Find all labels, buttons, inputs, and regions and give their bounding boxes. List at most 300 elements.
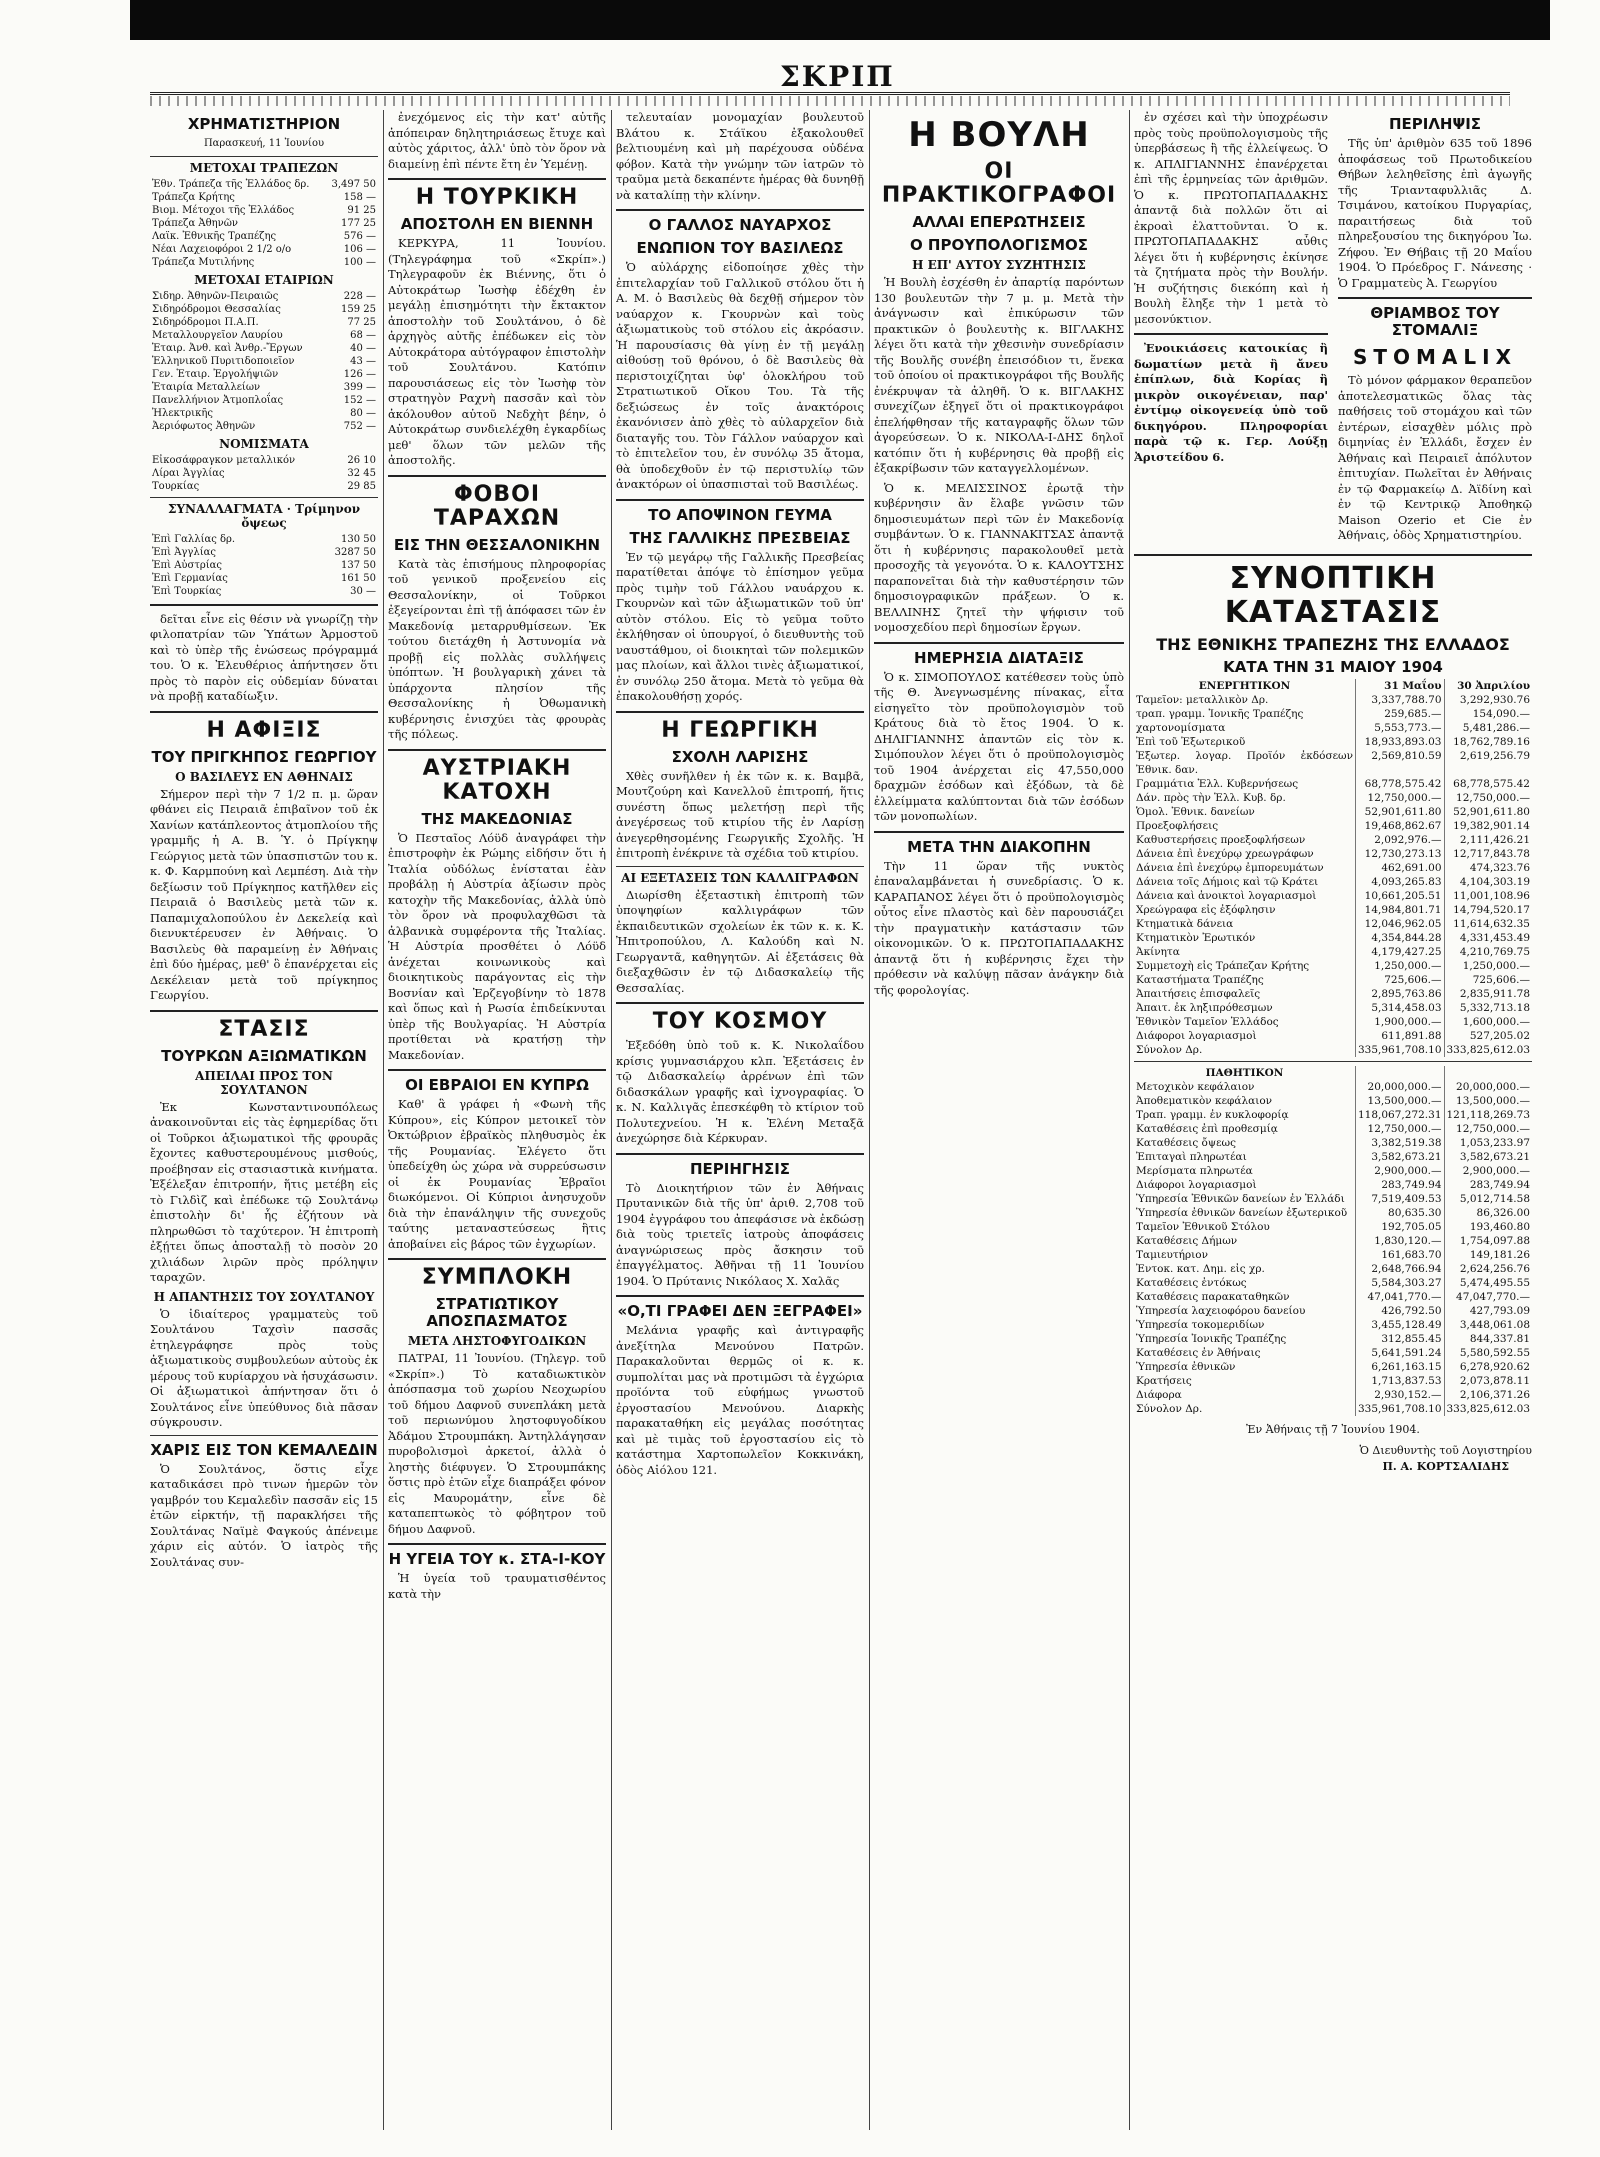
subhead: ΤΗΣ ΕΘΝΙΚΗΣ ΤΡΑΠΕΖΗΣ ΤΗΣ ΕΛΛΑΔΟΣ bbox=[1156, 634, 1510, 654]
subhead: ΟΙ ΠΡΑΚΤΙΚΟΓΡΑΦΟΙ bbox=[881, 159, 1117, 208]
print-noise bbox=[150, 96, 1510, 106]
ledger-row bbox=[1134, 1262, 1532, 1276]
headline-xaris: ΧΑΡΙΣ ΕΙΣ ΤΟΝ ΚΕΜΑΛΕΔΙΝ bbox=[150, 1440, 378, 1459]
headline-fovoi: ΦΟΒΟΙ ΤΑΡΑΧΩΝ bbox=[433, 481, 561, 531]
row-value: 68 — bbox=[350, 329, 376, 341]
column-header: 30 Ἀπριλίου bbox=[1444, 679, 1532, 693]
table-row bbox=[150, 290, 378, 303]
row-value: 20,000,000.— bbox=[1444, 1080, 1532, 1094]
column-rule bbox=[869, 110, 870, 2130]
article-text: Χθὲς συνῆλθεν ἡ ἐκ τῶν κ. κ. Βαμβᾶ, Μουτζούρη καὶ Κανελλοῦ ἐπιτροπή, ἥτις συνέστη ὅπως μελετήσῃ περὶ τῆς ἀνεγέρσεως τοῦ κτιρίου τῆς ἐν Λαρίσῃ ἀνεγερθησομένης Γεωργικῆς Σχολῆς. Ἡ ἐπιτροπὴ ἐνέκρινε τὰ σχέδια τοῦ κτιρίου. bbox=[616, 768, 864, 860]
column-rule bbox=[611, 110, 612, 2130]
table-row bbox=[150, 480, 378, 493]
row-label: Ὑπηρεσία Ἐθνικῶν δανείων ἐν Ἑλλάδι bbox=[1136, 1192, 1345, 1205]
ledger-row bbox=[1134, 945, 1532, 959]
row-label: Σύνολον Δρ. bbox=[1136, 1043, 1203, 1056]
row-value: 611,891.88 bbox=[1356, 1029, 1445, 1043]
ledger-row bbox=[1134, 1001, 1532, 1015]
ledger-row bbox=[1134, 1276, 1532, 1290]
row-label: Ἐθν. Τράπεζα τῆς Ἑλλάδος δρ. bbox=[152, 178, 310, 190]
statement-date: ΚΑΤΑ ΤΗΝ 31 ΜΑΙΟΥ 1904 bbox=[1223, 657, 1443, 676]
row-label: Ἐπὶ Γαλλίας δρ. bbox=[152, 533, 236, 545]
row-label: Ἐθνικὸν Ταμεῖον Ἑλλάδος bbox=[1136, 1015, 1279, 1028]
ledger-row bbox=[1134, 1206, 1532, 1220]
row-value: 152 — bbox=[343, 394, 376, 406]
headline-periegesis: ΠΕΡΙΗΓΗΣΙΣ bbox=[689, 1159, 791, 1178]
table-row bbox=[150, 191, 378, 204]
row-label: Μερίσματα πληρωτέα bbox=[1136, 1164, 1253, 1177]
row-label: Προεξοφλήσεις bbox=[1136, 819, 1219, 832]
ledger-row bbox=[1134, 847, 1532, 861]
headline-synoptiki: ΣΥΝΟΠΤΙΚΗ ΚΑΤΑΣΤΑΣΙΣ bbox=[1224, 560, 1442, 630]
row-label: Δάνεια ἐπὶ ἐνεχύρῳ ἐμπορευμάτων bbox=[1136, 861, 1324, 874]
row-value: 4,179,427.25 bbox=[1356, 945, 1445, 959]
row-label: Διάφοροι λογαριασμοὶ bbox=[1136, 1178, 1257, 1191]
row-value: 1,250,000.— bbox=[1444, 959, 1532, 973]
ledger-row bbox=[1134, 861, 1532, 875]
footer-name: Π. Α. ΚΟΡΤΣΑΛΙΔΗΣ bbox=[1382, 1459, 1509, 1473]
row-value: 6,261,163.15 bbox=[1356, 1360, 1445, 1374]
row-value: 312,855.45 bbox=[1356, 1332, 1445, 1346]
row-value: 52,901,611.80 bbox=[1356, 805, 1445, 819]
row-value: 228 — bbox=[343, 290, 376, 302]
ledger-row bbox=[1134, 707, 1532, 721]
table-row bbox=[150, 420, 378, 433]
row-label: Ἠλεκτρικῆς bbox=[152, 407, 213, 419]
row-value: 2,624,256.76 bbox=[1444, 1262, 1532, 1276]
subhead: ΤΗΣ ΜΑΚΕΔΟΝΙΑΣ bbox=[421, 809, 573, 828]
row-value: 43 — bbox=[350, 355, 376, 367]
row-value: 5,012,714.58 bbox=[1444, 1192, 1532, 1206]
row-value: 844,337.81 bbox=[1444, 1332, 1532, 1346]
headline-austriaki: ΑΥΣΤΡΙΑΚΗ ΚΑΤΟΧΗ bbox=[422, 755, 572, 805]
article-text: Ἐξεδόθη ὑπὸ τοῦ κ. Κ. Νικολαΐδου κρίσις γυμνασιάρχου κλπ. Ἐξετάσεις ἐν τῷ Διδασκαλείῳ ἀρρένων ἐπὶ τῶν διδασκάλων γραφῆς καὶ ἰχνογραφίας. Ὁ κ. Ν. Καλλιγᾶς ἐπεσκέφθη τὸ κτίριον τοῦ Πολυτεχνείου. Ἡ κ. Ἑλένη Μεταξᾶ ἀνεχώρησε διὰ Κέρκυραν. bbox=[616, 1038, 864, 1145]
ledger-row bbox=[1134, 959, 1532, 973]
row-value: 13,500,000.— bbox=[1356, 1094, 1445, 1108]
fx-table bbox=[150, 533, 378, 598]
row-value: 11,614,632.35 bbox=[1444, 917, 1532, 931]
row-value: 80,635.30 bbox=[1356, 1206, 1445, 1220]
row-label: Σιδηρ. Ἀθηνῶν-Πειραιῶς bbox=[152, 290, 279, 302]
row-value: 154,090.— bbox=[1444, 707, 1532, 721]
masthead bbox=[150, 62, 1510, 95]
row-label: Ταμιευτήριον bbox=[1136, 1248, 1208, 1261]
row-value: 752 — bbox=[343, 420, 376, 432]
ledger-row bbox=[1134, 1332, 1532, 1346]
row-label: Λαϊκ. Ἐθνικῆς Τραπέζης bbox=[152, 230, 277, 242]
subhead: Η ΕΠ' ΑΥΤΟΥ ΣΥΖΗΤΗΣΙΣ bbox=[912, 258, 1086, 272]
headline-evraioi: ΟΙ ΕΒΡΑΙΟΙ ΕΝ ΚΥΠΡΩ bbox=[405, 1076, 589, 1094]
table-row bbox=[150, 546, 378, 559]
article-text: Ἐν τῷ μεγάρῳ τῆς Γαλλικῆς Πρεσβείας παρατίθεται ἀπόψε τὸ ἐπίσημον γεῦμα πρὸς τιμὴν τοῦ Γάλλου ναυάρχου κ. Γκουρνὼν καὶ τῶν ἀξιωματικῶν τοῦ ὑπ' αὐτὸν στόλου. Εἰς τὸ γεῦμα τοῦτο ἐκλήθησαν οἱ ὑπουργοί, ὁ διευθυντὴς τοῦ ναυστάθμου, οἱ διοικηταὶ τῶν πολεμικῶν μας πλοίων, καὶ ἄλλοι τινὲς ἀξιωματικοί, ἐν συνόλῳ 250 ἄτομα. Μετὰ τὸ γεῦμα θὰ ἐπακολουθήσῃ χορός. bbox=[616, 549, 864, 703]
column-rule bbox=[1129, 110, 1130, 2130]
brand-stomalix: STOMALIX bbox=[1352, 345, 1518, 369]
ledger-row bbox=[1134, 1318, 1532, 1332]
row-value: 3,337,788.70 bbox=[1356, 693, 1445, 707]
column-4 bbox=[874, 110, 1124, 2140]
article-text: Διωρίσθη ἐξεταστικὴ ἐπιτροπὴ τῶν ὑποψηφίων καλλιγράφων τῶν ἐκπαιδευτικῶν σχολείων ἐκ τῶν κ. κ. Κ. Ἠπιτροπούλου, Λ. Καλούδη καὶ Ν. Γεωργαντᾶ, καθηγητῶν. Αἱ ἐξετάσεις θὰ διεξαχθῶσιν ἐν τῷ Διδασκαλείῳ τῆς Θεσσαλίας. bbox=[616, 887, 864, 995]
table-row bbox=[150, 559, 378, 572]
table-row bbox=[150, 355, 378, 368]
row-value: 5,332,713.18 bbox=[1444, 1001, 1532, 1015]
ledger-row bbox=[1134, 1136, 1532, 1150]
row-value: 121,118,269.73 bbox=[1444, 1108, 1532, 1122]
row-value: 19,468,862.67 bbox=[1356, 819, 1445, 833]
row-label: Μετοχικὸν κεφάλαιον bbox=[1136, 1080, 1255, 1093]
row-value: 161,683.70 bbox=[1356, 1248, 1445, 1262]
subhead: ΤΟΥΡΚΩΝ ΑΞΙΩΜΑΤΙΚΩΝ bbox=[161, 1046, 367, 1065]
ledger-row bbox=[1134, 833, 1532, 847]
column-2 bbox=[388, 110, 606, 2140]
headline-ti-grafei: «Ο,ΤΙ ΓΡΑΦΕΙ ΔΕΝ ΞΕΓΡΑΦΕΙ» bbox=[617, 1302, 863, 1320]
row-label: Ἀπαιτήσεις ἐπισφαλεῖς bbox=[1136, 987, 1261, 1000]
row-value: 1,053,233.97 bbox=[1444, 1136, 1532, 1150]
liabilities-title: ΠΑΘΗΤΙΚΟΝ bbox=[1205, 1066, 1284, 1079]
row-label: Μεταλλουργεῖον Λαυρίου bbox=[152, 329, 283, 341]
advertisement-text: Ἐνοικιάσεις κατοικίας ἢ δωματίων μετὰ ἢ ἄνευ ἐπίπλων, διὰ Κορίας ἢ μικρὸν οικογένειαν, παρ' ἐντίμῳ οἰκογενείᾳ ὑπὸ τοῦ δικηγόρου. Πληροφορίαι παρὰ τῷ κ. Γερ. Λούξῃ Ἀριστείδου 6. bbox=[1134, 341, 1328, 464]
row-label: Διάφορα bbox=[1136, 1388, 1182, 1401]
row-label: Ἑλληνικοῦ Πυριτιδοποιεῖον bbox=[152, 355, 295, 367]
ledger-row bbox=[1134, 1108, 1532, 1122]
assets-title: ΕΝΕΡΓΗΤΙΚΟΝ bbox=[1198, 679, 1291, 692]
row-label: Ἐπὶ Αὐστρίας bbox=[152, 559, 223, 571]
subhead: ΑΠΟΣΤΟΛΗ ΕΝ ΒΙΕΝΝΗ bbox=[400, 215, 594, 233]
row-value: 5,641,591.24 bbox=[1356, 1346, 1445, 1360]
row-value: 2,900,000.— bbox=[1444, 1164, 1532, 1178]
subhead: ΜΕΤΑ ΛΗΣΤΟΦΥΓΟΔΙΚΩΝ bbox=[407, 1334, 587, 1348]
ledger-row bbox=[1134, 1290, 1532, 1304]
table-row bbox=[150, 342, 378, 355]
headline-thriamvos: ΘΡΙΑΜΒΟΣ ΤΟΥ ΣΤΟΜΑΛΙΞ bbox=[1370, 304, 1500, 339]
row-value: 2,092,976.— bbox=[1356, 833, 1445, 847]
article-text: Σήμερον περὶ τὴν 7 1/2 π. μ. ὥραν φθάνει εἰς Πειραιᾶ ἐπιβαῖνον τοῦ ἐκ Χανίων κατάπλεοντος ἀτμοπλοίου τῆς γραμμῆς ἡ Α. Β. Ὑ. ὁ Πρίγκηψ Γεώργιος μετὰ τῶν ὑπασπιστῶν του κ. κ. Φ. Καρμπούνη καὶ Λεμπέση. Διὰ τὴν δεξίωσιν τοῦ Πρίγκηπος κατῆλθεν εἰς Πειραιᾶ ὁ Βασιλεὺς μετὰ τῶν κ. Παπαμιχαλοπούλου ἐν Δεκελείᾳ καὶ διενυκτέρευσεν ἐν Ἀθήναις. Ὁ Βασιλεὺς θὰ παραμείνῃ ἐν Ἀθήναις ἐπὶ δύο ἡμέρας, μεθ' ὃ ἐπανέρχεται εἰς Δεκέλειαν μετὰ τοῦ πρίγκηπος Γεωργίου. bbox=[150, 786, 378, 1002]
row-label: Ὑπηρεσία ἐθνικῶν bbox=[1136, 1360, 1236, 1373]
row-value: 3,292,930.76 bbox=[1444, 693, 1532, 707]
row-value: 177 25 bbox=[341, 217, 376, 229]
row-value: 159 25 bbox=[341, 303, 376, 315]
exchange-date: Παρασκευή, 11 Ἰουνίου bbox=[203, 138, 325, 149]
row-value: 399 — bbox=[343, 381, 376, 393]
headline-tourkiki: Η ΤΟΥΡΚΙΚΗ bbox=[415, 185, 579, 210]
table-row bbox=[150, 303, 378, 316]
row-value: 161 50 bbox=[341, 572, 376, 584]
masthead-title: ΣΚΡΙΠ bbox=[780, 60, 895, 93]
coins-table bbox=[150, 454, 378, 493]
subhead: Ο ΒΑΣΙΛΕΥΣ ΕΝ ΑΘΗΝΑΙΣ bbox=[175, 769, 353, 784]
article-text: ΠΑΤΡΑΙ, 11 Ἰουνίου. (Τηλεγρ. τοῦ «Σκρίπ».) Τὸ καταδιωκτικὸν ἀπόσπασμα τοῦ χωρίου Νεοχωρίου τοῦ δήμου Δαφνοῦ συνεπλάκη μετὰ τοῦ περιωνύμου ληστοφυγοδίκου Ἀδάμου Στρουμπάκη. Ἀντηλλάγησαν πυροβολισμοὶ ἀρκετοί, ἀλλὰ ὁ ληστὴς διέφυγεν. Ὁ Στρουμπάκης ὅστις πρὸ ἐτῶν εἶχε διαπράξει φόνον εἰς Μαυρομάτην, εἶνε δὲ καταπεπτωκὸς τὸ φόβητρον τοῦ δήμου Δαφνοῦ. bbox=[388, 1351, 606, 1536]
row-value: 4,104,303.19 bbox=[1444, 875, 1532, 889]
row-label: Ἐπὶ τοῦ Ἐξωτερικοῦ bbox=[1136, 735, 1246, 748]
row-value: 12,750,000.— bbox=[1444, 791, 1532, 805]
ledger-row bbox=[1134, 1346, 1532, 1360]
row-value: 47,041,770.— bbox=[1356, 1290, 1445, 1304]
row-value: 149,181.26 bbox=[1444, 1248, 1532, 1262]
row-value: 52,901,611.80 bbox=[1444, 805, 1532, 819]
row-label: Ἐπὶ Ἀγγλίας bbox=[152, 546, 216, 558]
table-row bbox=[150, 217, 378, 230]
table-row bbox=[150, 407, 378, 420]
row-value: 2,835,911.78 bbox=[1444, 987, 1532, 1001]
row-label: Σύνολον Δρ. bbox=[1136, 1402, 1203, 1415]
row-value: 86,326.00 bbox=[1444, 1206, 1532, 1220]
row-value: 7,519,409.53 bbox=[1356, 1192, 1445, 1206]
row-value: 1,754,097.88 bbox=[1444, 1234, 1532, 1248]
row-label: Καθυστερήσεις προεξοφλήσεων bbox=[1136, 833, 1306, 846]
table-row bbox=[150, 316, 378, 329]
article-text: Καθ' ἃ γράφει ἡ «Φωνὴ τῆς Κύπρου», εἰς Κύπρον μετοικεῖ τὸν Ὀκτώβριον ἐβραϊκὸς πληθυσμὸς ἐκ τῆς Ρουμανίας. Ἐλέγετο ὅτι ὑπεδείχθη ὡς χώρα νὰ συρρεύσωσιν οἱ ἐκ Ρουμανίας Ἑβραῖοι διωκόμενοι. Οἱ Κύπριοι ἀνησυχοῦν διὰ τὴν ἐπανάληψιν τῆς συνεχοῦς ταύτης μεταναστεύσεως ἣτις ἀποβαίνει εἰς βάρος τῶν ἐγχωρίων. bbox=[388, 1097, 606, 1251]
row-value: 106 — bbox=[343, 243, 376, 255]
ledger-row bbox=[1134, 1080, 1532, 1094]
ledger-row bbox=[1134, 1192, 1532, 1206]
row-label: Καταθέσεις ἐπὶ προθεσμίᾳ bbox=[1136, 1122, 1278, 1135]
article-text: Τὴν 11 ὥραν τῆς νυκτὸς ἐπαναλαμβάνεται ἡ συνεδρίασις. Ὁ κ. ΚΑΡΑΠΑΝΟΣ λέγει ὅτι ὁ προϋπολογισμὸς οὗτος εἶνε πλαστὸς καὶ δὲν παρουσιάζει τὴν πραγματικὴν κατάστασιν τῶν οἰκονομικῶν. Ὁ κ. ΠΡΩΤΟΠΑΠΑΔΑΚΗΣ ἀπαντᾷ ὅτι ἡ κυβέρνησις ἔχει τὴν πρόθεσιν νὰ καλύψῃ πᾶσαν ἀνάγκην διὰ τῆς φορολογίας. bbox=[874, 858, 1124, 997]
row-label: τραπ. γραμμ. Ἰονικῆς Τραπέζης bbox=[1136, 707, 1304, 720]
row-label: Πανελλήνιον Ἀτμοπλοΐας bbox=[152, 394, 284, 406]
advertisement-text: Μελάνια γραφῆς καὶ ἀντιγραφῆς ἀνεξίτηλα Μενούνου Πατρῶν. Παρακαλοῦνται θερμῶς οἱ κ. κ. συμπολίται μας νὰ προτιμῶσι τὰ ἐγχώρια προϊόντα τοῦ εὐφήμως γνωστοῦ ἐργοστασίου Μενούνου. Διαρκὴς παρακαταθήκη εἰς μεγάλας ποσότητας καὶ μὲ τιμὰς τοῦ ἐργοστασίου εἰς τὸ κατάστημα Χαρτοπωλεῖον Κοκκινάκη, ὁδὸς Αἰόλου 121. bbox=[616, 1323, 864, 1477]
row-label: Καταθέσεις ὄψεως bbox=[1136, 1136, 1236, 1149]
table-row bbox=[150, 243, 378, 256]
row-value: 426,792.50 bbox=[1356, 1304, 1445, 1318]
row-value: 14,794,520.17 bbox=[1444, 903, 1532, 917]
subhead: ΑΛΛΑΙ ΕΠΕΡΩΤΗΣΕΙΣ bbox=[912, 213, 1086, 231]
row-value: 3287 50 bbox=[334, 546, 376, 558]
headline-ygeia: Η ΥΓΕΙΑ ΤΟΥ κ. ΣΤΑ-Ι-ΚΟΥ bbox=[388, 1550, 606, 1568]
ledger-row bbox=[1134, 777, 1532, 791]
row-label: Λίραι Ἀγγλίας bbox=[152, 467, 225, 479]
column-5 bbox=[1134, 110, 1532, 2140]
row-value: 14,984,801.71 bbox=[1356, 903, 1445, 917]
row-value: 126 — bbox=[343, 368, 376, 380]
row-label: Δάνεια τοῖς Δήμοις καὶ τῷ Κράτει bbox=[1136, 875, 1319, 888]
row-value: 18,762,789.16 bbox=[1444, 735, 1532, 749]
row-value: 333,825,612.03 bbox=[1444, 1402, 1532, 1416]
row-label: Ὑπηρεσία λαχειοφόρου δανείου bbox=[1136, 1304, 1306, 1317]
headline-perilipsis: ΠΕΡΙΛΗΨΙΣ bbox=[1388, 115, 1482, 133]
article-text: Ἐκ Κωνσταντινουπόλεως ἀνακοινοῦνται εἰς τὰς ἐφημερίδας ὅτι οἱ Τοῦρκοι ἀξιωματικοὶ τῆς φρουρᾶς ἔχοντες καθυστερουμένους μισθούς, προέβησαν εἰς στασιαστικὰ κινήματα. Ἐξέλεξαν ἐπιτροπήν, ἥτις μετέβη εἰς τὸ Γιλδὶζ καὶ ἐπέδωκε τῷ Σουλτάνῳ ἐπιστολὴν δι' ἧς ἐζήτουν νὰ πληρωθῶσι τὸ ταχύτερον. Ἡ ἐπιτροπὴ ἐξῄτει ὅπως ἀποσταλῇ τὸ ποσὸν 20 χιλιάδων λιρῶν πρὸς πρόληψιν ταραχῶν. bbox=[150, 1099, 378, 1284]
ledger-row bbox=[1134, 1094, 1532, 1108]
table-row bbox=[150, 368, 378, 381]
ledger-row bbox=[1134, 791, 1532, 805]
row-value: 12,730,273.13 bbox=[1356, 847, 1445, 861]
subhead: ΣΤΡΑΤΙΩΤΙΚΟΥ ΑΠΟΣΠΑΣΜΑΤΟΣ bbox=[426, 1295, 568, 1330]
subhead: Η ΑΠΑΝΤΗΣΙΣ ΤΟΥ ΣΟΥΛΤΑΝΟΥ bbox=[153, 1289, 375, 1304]
row-value: 3,448,061.08 bbox=[1444, 1318, 1532, 1332]
article-text: Τὸ Διοικητήριον τῶν ἐν Ἀθήναις Πρυτανικῶν διὰ τῆς ὑπ' ἀριθ. 2,708 τοῦ 1904 ἐγγράφου του ἀπεφάσισε νὰ ἐκδώσῃ διὰ τοὺς τριετεῖς ἰατροὺς ἀποφάσεις ἀναγνώρισεως πρὸς ἄσκησιν τοῦ ἐπαγγέλματος. Ἀθῆναι τῇ 11 Ἰουνίου 1904. Ὁ Πρύτανις Νικόλαος Χ. Χαλᾶς bbox=[616, 1180, 864, 1288]
row-label: Καταθέσεις ἐν Ἀθήναις bbox=[1136, 1346, 1261, 1359]
assets-table bbox=[1134, 679, 1532, 1057]
table-row bbox=[150, 256, 378, 269]
row-value: 2,111,426.21 bbox=[1444, 833, 1532, 847]
exchange-title: ΧΡΗΜΑΤΙΣΤΗΡΙΟΝ bbox=[187, 115, 341, 133]
row-label: χαρτονομίσματα bbox=[1136, 721, 1226, 734]
row-value: 19,382,901.14 bbox=[1444, 819, 1532, 833]
ledger-row bbox=[1134, 819, 1532, 833]
notice-text: Τῆς ὑπ' ἀριθμὸν 635 τοῦ 1896 ἀποφάσεως τοῦ Πρωτοδικείου Θήβων λεληθεῖσης ἐπὶ ἀγωγῆς τῆς Τριανταφυλλιᾶς Δ. Τσιμάνου, κατοίκου Πυργαρίας, παραιτήσεως διὰ τοῦ πληρεξουσίου της δικηγόρου Ἰω. Ζήφου. Ἐν Θήβαις τῇ 20 Μαΐου 1904. Ὁ Πρόεδρος Γ. Νάνεσης · Ὁ Γραμματεὺς Ἀ. Γεωργίου bbox=[1338, 136, 1532, 290]
subhead: ΑΠΕΙΛΑΙ ΠΡΟΣ ΤΟΝ ΣΟΥΛΤΑΝΟΝ bbox=[195, 1068, 333, 1097]
row-value: 5,580,592.55 bbox=[1444, 1346, 1532, 1360]
row-value: 259,685.— bbox=[1356, 707, 1445, 721]
ledger-row bbox=[1134, 1015, 1532, 1029]
column-1 bbox=[150, 110, 378, 2140]
row-label: Ἀκίνητα bbox=[1136, 945, 1180, 958]
row-value: 2,900,000.— bbox=[1356, 1164, 1445, 1178]
ledger-row bbox=[1134, 1388, 1532, 1402]
row-label: Δάν. πρὸς τὴν Ἑλλ. Κυβ. δρ. bbox=[1136, 791, 1286, 804]
subhead: ΕΝΩΠΙΟΝ ΤΟΥ ΒΑΣΙΛΕΩΣ bbox=[636, 239, 844, 257]
row-value: 18,933,893.03 bbox=[1356, 735, 1445, 749]
row-label: Ταμεῖον: μεταλλικὸν Δρ. bbox=[1136, 693, 1269, 706]
row-value: 30 — bbox=[350, 585, 376, 597]
row-value: 29 85 bbox=[347, 480, 376, 492]
row-label: Ἀεριόφωτος Ἀθηνῶν bbox=[152, 420, 256, 432]
headline-symplokh: ΣΥΜΠΛΟΚΗ bbox=[421, 1265, 573, 1290]
ledger-row bbox=[1134, 721, 1532, 735]
ledger-row bbox=[1134, 805, 1532, 819]
row-label: Εἰκοσάφραγκον μεταλλικόν bbox=[152, 454, 296, 466]
article-text: Ὁ κ. ΣΙΜΟΠΟΥΛΟΣ κατέθεσεν τοὺς ὑπὸ τῆς Θ. Ἀνεγνωσμένης πίνακας, εἶτα εἰσηγεῖτο τὸν προϋπολογισμὸν τοῦ Κράτους διὰ τὸ ἔτος 1904. Ὁ κ. ΔΗΛΙΓΙΑΝΝΗΣ ἀπαντῶν εἰς τὸν κ. Σιμόπουλον λέγει ὅτι ὁ προϋπολογισμὸς τοῦ 1904 ἀνέρχεται εἰς 47,550,000 δραχμῶν ἐσόδων καὶ ἐξόδων, τὰ δὲ ἐλλείμματα καλύπτονται διὰ τῶν ἐσόδων τῶν μονοπωλίων. bbox=[874, 669, 1124, 823]
ledger-row bbox=[1134, 889, 1532, 903]
ledger-row bbox=[1134, 749, 1532, 777]
article-text: ΚΕΡΚΥΡΑ, 11 Ἰουνίου. (Τηλεγράφημα τοῦ «Σκρίπ».) Τηλεγραφοῦν ἐκ Βιέννης, ὅτι ὁ Αὐτοκράτωρ Ἰωσὴφ ἐδέχθη ἐν μεγάλῃ ἐπισημότητι τὴν ἔκτακτον ἀποστολὴν τοῦ Σουλτάνου, ὁ δὲ ἀρχηγὸς αὐτῆς ἐπέδωκεν εἰς τὸν Αὐτοκράτορα αὐτόγραφον ἐπιστολὴν τοῦ Σουλτάνου. Κατόπιν παρουσιάσεως εἰς τὸν Ἰωσὴφ τὸν στρατηγὸν Ραχνὴ πασσᾶν καὶ τὸν ἀκόλουθον αὐτοῦ Νεδχὴτ βέην, ὁ Αὐτοκράτωρ συνδιελέχθη ἐγκαρδίως μεθ' ὅλων τῶν μελῶν τῆς ἀποστολῆς. bbox=[388, 236, 606, 467]
row-value: 1,600,000.— bbox=[1444, 1015, 1532, 1029]
row-label: Ἐντοκ. κατ. Δημ. εἰς χρ. bbox=[1136, 1262, 1265, 1275]
row-value: 462,691.00 bbox=[1356, 861, 1445, 875]
ledger-row bbox=[1134, 693, 1532, 707]
row-value: 12,750,000.— bbox=[1356, 1122, 1445, 1136]
ledger-row bbox=[1134, 1304, 1532, 1318]
row-label: Ταμεῖον Ἐθνικοῦ Στόλου bbox=[1136, 1220, 1270, 1233]
row-value: 725,606.— bbox=[1444, 973, 1532, 987]
row-value: 3,382,519.38 bbox=[1356, 1136, 1445, 1150]
article-text: ἐνεχόμενος εἰς τὴν κατ' αὐτῆς ἀπόπειραν δηλητηριάσεως ἔτυχε καὶ αὐτὸς χάριτος, ἀλλ' ὑπὸ τὸν ὅρον νὰ διαμείνῃ ἐπὶ πέντε ἔτη ἐν Ὑεμένῃ. bbox=[388, 110, 606, 171]
subhead: ΕΙΣ ΤΗΝ ΘΕΣΣΑΛΟΝΙΚΗΝ bbox=[393, 535, 601, 554]
row-label: Ἑταιρ. Ἀνθ. καὶ Ἀνθρ.-Ἔργων bbox=[152, 342, 303, 354]
row-label: Καταθέσεις παρακαταθηκῶν bbox=[1136, 1290, 1290, 1303]
column-header: 31 Μαΐου bbox=[1356, 679, 1445, 693]
ledger-row bbox=[1134, 917, 1532, 931]
headline-afixis: Η ΑΦΙΞΙΣ bbox=[206, 717, 322, 743]
row-value: 2,106,371.26 bbox=[1444, 1388, 1532, 1402]
table-row bbox=[150, 230, 378, 243]
row-label: Ἐξωτερ. λογαρ. Προϊόν ἐκδόσεων Ἐθνικ. δαν. bbox=[1136, 749, 1353, 776]
row-label: Ἐπὶ Γερμανίας bbox=[152, 572, 228, 584]
row-value: 193,460.80 bbox=[1444, 1220, 1532, 1234]
row-value: 158 — bbox=[343, 191, 376, 203]
table-row bbox=[150, 204, 378, 217]
table-row bbox=[150, 533, 378, 546]
table-row bbox=[150, 467, 378, 480]
headline-imerisia: ΗΜΕΡΗΣΙΑ ΔΙΑΤΑΞΙΣ bbox=[914, 648, 1084, 667]
article-text: Κατὰ τὰς ἐπισήμους πληροφορίας τοῦ γενικοῦ προξενείου εἰς Θεσσαλονίκην, οἱ Τοῦρκοι ἐξεγείρονται ἐπὶ τῇ ἀπόφασει τῶν ἐν Μακεδονίᾳ μεταρρυθμίσεων. Ἐκ τούτου διετάχθη ἡ Ἀστυνομία νὰ προβῇ εἰς πολλὰς συλλήψεις ὑπόπτων. Ἡ βουλγαρικὴ χάνει τὰ ὑπάρχοντα πλησίον τῆς Θεσσαλονίκης ἡ Ὀθωμανικὴ κυβέρνησις ἐνισχύει τὰς φρουρὰς τῆς πόλεως. bbox=[388, 556, 606, 741]
row-label: Νέαι Λαχειοφόροι 2 1/2 ο/ο bbox=[152, 243, 292, 255]
row-value: 1,830,120.— bbox=[1356, 1234, 1445, 1248]
row-value: 4,210,769.75 bbox=[1444, 945, 1532, 959]
headline-exetaseis: ΑΙ ΕΞΕΤΑΣΕΙΣ ΤΩΝ ΚΑΛΛΙΓΡΑΦΩΝ bbox=[621, 870, 859, 885]
article-text: Ὁ ἰδιαίτερος γραμματεὺς τοῦ Σουλτάνου Ταχσὶν πασσᾶς ἐτηλεγράφησε πρὸς τοὺς ἀξιωματικοὺς συμβουλεύων αὐτοὺς ἐκ μέρους τοῦ κυρίαρχου νὰ ἡσυχάσωσιν. Οἱ ἀξιωματικοὶ ἀπήντησαν ὅτι ὁ Σουλτάνος εἶνε ὑπεύθυνος διὰ πᾶσαν σύγκρουσιν. bbox=[150, 1306, 378, 1429]
row-value: 335,961,708.10 bbox=[1356, 1402, 1445, 1416]
ledger-row bbox=[1134, 1374, 1532, 1388]
table-row bbox=[150, 178, 378, 191]
row-label: Γραμμάτια Ἑλλ. Κυβερνήσεως bbox=[1136, 777, 1299, 790]
ledger-row bbox=[1134, 987, 1532, 1001]
row-value: 2,569,810.59 bbox=[1356, 749, 1445, 777]
row-label: Κτηματικὰ δάνεια bbox=[1136, 917, 1234, 930]
article-text: τελευταίαν μονομαχίαν βουλευτοῦ Βλάτου κ. Στάϊκου ἐξακολουθεῖ βελτιουμένη καὶ μὴ παρέχουσα οὐδένα φόβον. Κατὰ τὴν γνώμην τῶν ἰατρῶν τὸ τραῦμα μετὰ δεκαπέντε ἡμέρας θὰ δυνηθῇ νὰ καταλίπῃ τὴν κλίνην. bbox=[616, 110, 864, 202]
ledger-row bbox=[1134, 1248, 1532, 1262]
subhead: ΤΗΣ ΓΑΛΛΙΚΗΣ ΠΡΕΣΒΕΙΑΣ bbox=[629, 528, 851, 547]
row-label: Ἀπαιτ. ἐκ ληξιπρόθεσμων bbox=[1136, 1001, 1273, 1014]
companies-title: ΜΕΤΟΧΑΙ ΕΤΑΙΡΙΩΝ bbox=[194, 272, 334, 287]
column-rule bbox=[383, 110, 384, 2130]
row-value: 4,093,265.83 bbox=[1356, 875, 1445, 889]
row-value: 576 — bbox=[343, 230, 376, 242]
row-value: 12,750,000.— bbox=[1356, 791, 1445, 805]
subhead: ΤΟΥ ΠΡΙΓΚΗΠΟΣ ΓΕΩΡΓΙΟΥ bbox=[151, 747, 377, 766]
signature-block bbox=[1134, 1443, 1532, 1474]
row-value: 725,606.— bbox=[1356, 973, 1445, 987]
row-value: 3,582,673.21 bbox=[1444, 1150, 1532, 1164]
ledger-row bbox=[1134, 1234, 1532, 1248]
article-text: Ὁ Πεσταῖος Λόϋδ ἀναγράφει τὴν ἐπιστροφὴν ἐκ Ρώμης εἰδήσιν ὅτι ἡ Ἰταλία οὐδόλως ἐνίσταται ἐὰν προβάλῃ ἡ Αὐστρία ἀξίωσιν πρὸς κατοχὴν τῆς Μακεδονίας, ἀλλὰ ὑπὸ τὸν ὅρον νὰ προφυλαχθῶσι τὰ ἀλβανικὰ συμφέροντα τῆς Ἰταλίας. Ἡ Αὐστρία προσθέτει ὁ Λόϋδ ἀνέχεται κοινωνικοὺς καὶ διοικητικοὺς παράγοντας εἰς τὴν Βοσνίαν καὶ Ἐρζεγοβίνην τὸ 1878 καὶ ὅπως καὶ ἡ Ρωσία ἐπιδείκνυται ὑπὲρ τῆς Βουλγαρίας. Ἡ Αὐστρία προτίθεται νὰ κρατήσῃ τὴν Μακεδονίαν. bbox=[388, 830, 606, 1062]
table-row bbox=[150, 585, 378, 598]
row-label: Ὑπηρεσία τοκομεριδίων bbox=[1136, 1318, 1265, 1331]
ledger-row bbox=[1134, 1360, 1532, 1374]
row-value: 11,001,108.96 bbox=[1444, 889, 1532, 903]
scan-top-band bbox=[130, 0, 1550, 40]
row-label: Κτηματικὸν Ἐρωτικόν bbox=[1136, 931, 1256, 944]
row-value: 1,250,000.— bbox=[1356, 959, 1445, 973]
row-value: 3,497 50 bbox=[331, 178, 376, 190]
ledger-row bbox=[1134, 1122, 1532, 1136]
row-value: 77 25 bbox=[347, 316, 376, 328]
ledger-row bbox=[1134, 1029, 1532, 1043]
row-value: 32 45 bbox=[347, 467, 376, 479]
row-value: 91 25 bbox=[347, 204, 376, 216]
row-label: Ὑπηρεσία ἐθνικῶν δανείων ἐξωτερικοῦ bbox=[1136, 1206, 1348, 1219]
row-label: Γεν. Ἑταιρ. Ἐργολήψιῶν bbox=[152, 368, 279, 380]
row-value: 20,000,000.— bbox=[1356, 1080, 1445, 1094]
row-value: 1,713,837.53 bbox=[1356, 1374, 1445, 1388]
row-label: Τραπ. γραμμ. ἐν κυκλοφορίᾳ bbox=[1136, 1108, 1289, 1121]
row-label: Ἐπιταγαὶ πληρωτέαι bbox=[1136, 1150, 1247, 1163]
headline-kosmou: ΤΟΥ ΚΟΣΜΟΥ bbox=[652, 1009, 828, 1034]
ledger-row bbox=[1134, 1164, 1532, 1178]
headline-georgiki: Η ΓΕΩΡΓΙΚΗ bbox=[661, 717, 819, 743]
row-value: 68,778,575.42 bbox=[1356, 777, 1445, 791]
row-value: 2,930,152.— bbox=[1356, 1388, 1445, 1402]
article-text: Ἡ ὑγεία τοῦ τραυματισθέντος κατὰ τὴν bbox=[388, 1571, 606, 1601]
row-label: Σιδηρόδρομοι Θεσσαλίας bbox=[152, 303, 281, 315]
coins-title: ΝΟΜΙΣΜΑΤΑ bbox=[219, 436, 309, 451]
row-value: 100 — bbox=[343, 256, 376, 268]
row-value: 5,314,458.03 bbox=[1356, 1001, 1445, 1015]
row-value: 130 50 bbox=[341, 533, 376, 545]
headline-apopsino: ΤΟ ΑΠΟΨΙΝΟΝ ΓΕΥΜΑ bbox=[648, 505, 832, 524]
table-row bbox=[150, 572, 378, 585]
table-row bbox=[150, 394, 378, 407]
row-value: 2,619,256.79 bbox=[1444, 749, 1532, 777]
row-label: Συμμετοχὴ εἰς Τράπεζαν Κρήτης bbox=[1136, 959, 1310, 972]
row-value: 47,047,770.— bbox=[1444, 1290, 1532, 1304]
ledger-row bbox=[1134, 1178, 1532, 1192]
footer-date: Ἐν Ἀθήναις τῇ 7 Ἰουνίου 1904. bbox=[1246, 1422, 1420, 1436]
row-value: 283,749.94 bbox=[1444, 1178, 1532, 1192]
fx-title: ΣΥΝΑΛΛΑΓΜΑΤΑ · Τρίμηνον ὄψεως bbox=[167, 501, 361, 530]
ledger-row bbox=[1134, 735, 1532, 749]
article-text: δεῖται εἶνε εἰς θέσιν νὰ γνωρίζῃ τὴν φιλοπατρίαν τῶν Ὑπάτων Ἀρμοστοῦ καὶ τὸ ὑπὲρ τῆς ἐνώσεως πρόγραμμά του. Ὁ κ. Ἐλευθέριος ἀπήντησεν ὅτι πρὸς τὸ παρὸν εἰς οὐδεμίαν δύναται νὰ προβῇ καταδίωξιν. bbox=[150, 611, 378, 703]
row-value: 1,900,000.— bbox=[1356, 1015, 1445, 1029]
row-value: 26 10 bbox=[347, 454, 376, 466]
